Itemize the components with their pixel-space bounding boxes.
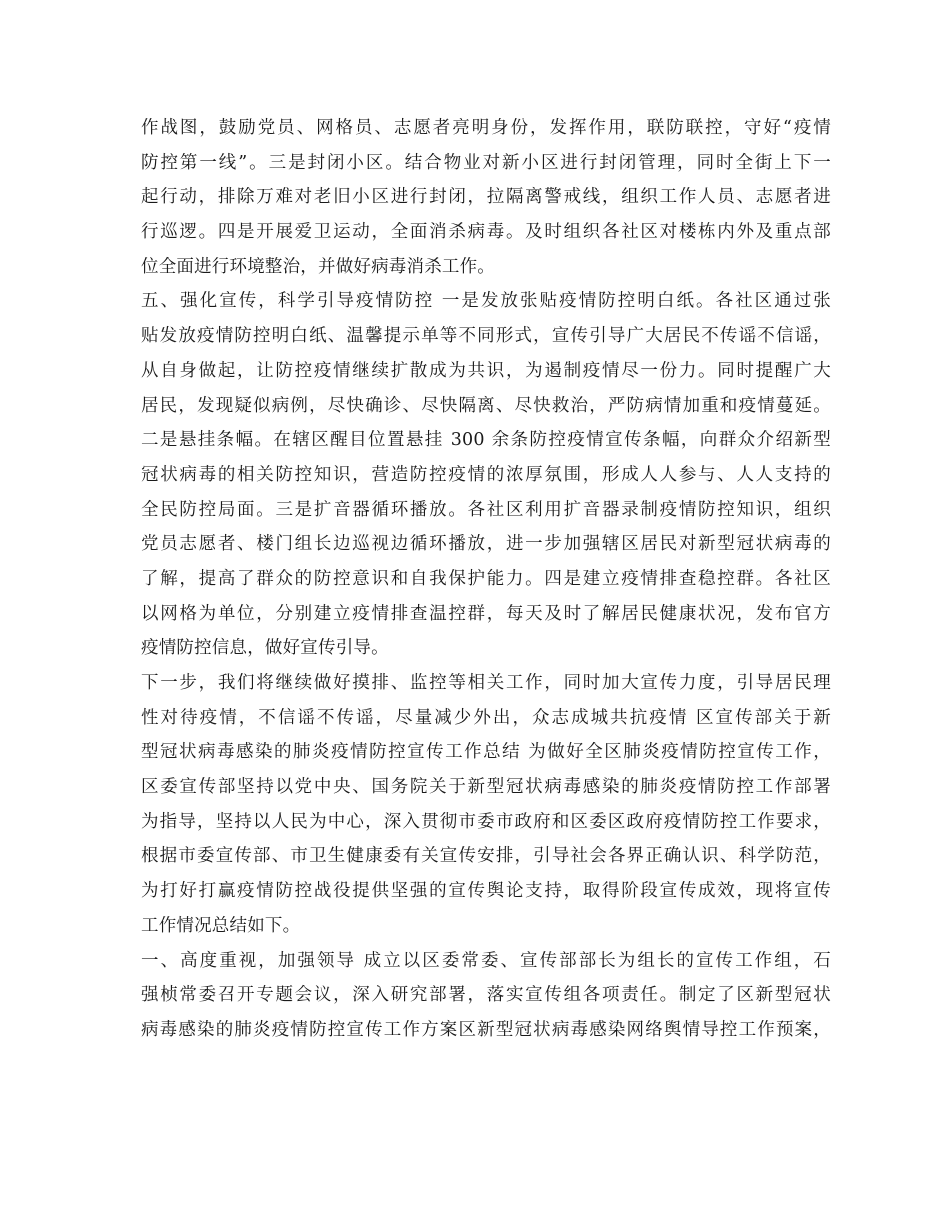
text-line: 以网格为单位，分别建立疫情排查温控群，每天及时了解居民健康状况，发布官方 [141, 603, 831, 624]
text-line: 起行动，排除万难对老旧小区进行封闭，拉隔离警戒线，组织工作人员、志愿者进 [141, 187, 831, 208]
text-line: 全民防控局面。三是扩音器循环播放。各社区利用扩音器录制疫情防控知识，组织 [141, 499, 831, 520]
text-line: 五、强化宣传，科学引导疫情防控 一是发放张贴疫情防控明白纸。各社区通过张 [141, 291, 831, 312]
text-line: 贴发放疫情防控明白纸、温馨提示单等不同形式，宣传引导广大居民不传谣不信谣， [141, 326, 831, 347]
text-line: 居民，发现疑似病例，尽快确诊、尽快隔离、尽快救治，严防病情加重和疫情蔓延。 [141, 395, 831, 416]
text-line: 为打好打赢疫情防控战役提供坚强的宣传舆论支持，取得阶段宣传成效，现将宣传 [141, 881, 831, 902]
text-line: 为指导，坚持以人民为中心，深入贯彻市委市政府和区委区政府疫情防控工作要求， [141, 811, 831, 832]
text-line: 型冠状病毒感染的肺炎疫情防控宣传工作总结 为做好全区肺炎疫情防控宣传工作， [141, 742, 831, 763]
text-line: 了解，提高了群众的防控意识和自我保护能力。四是建立疫情排查稳控群。各社区 [141, 568, 831, 589]
text-line: 病毒感染的肺炎疫情防控宣传工作方案区新型冠状病毒感染网络舆情导控工作预案， [141, 1019, 831, 1040]
text-line: 一、高度重视，加强领导 成立以区委常委、宣传部部长为组长的宣传工作组，石 [141, 950, 831, 971]
text-line: 防控第一线”。三是封闭小区。结合物业对新小区进行封闭管理，同时全街上下一 [141, 152, 831, 173]
text-line: 从自身做起，让防控疫情继续扩散成为共识，为遏制疫情尽一份力。同时提醒广大 [141, 360, 831, 381]
document-body [141, 111, 831, 1048]
text-line: 工作情况总结如下。 [141, 915, 301, 936]
text-line: 行巡逻。四是开展爱卫运动，全面消杀病毒。及时组织各社区对楼栋内外及重点部 [141, 222, 831, 243]
text-line: 性对待疫情，不信谣不传谣，尽量减少外出，众志成城共抗疫情 区宣传部关于新 [141, 707, 831, 728]
text-line: 二是悬挂条幅。在辖区醒目位置悬挂 300 余条防控疫情宣传条幅，向群众介绍新型 [141, 430, 831, 451]
text-line: 区委宣传部坚持以党中央、国务院关于新型冠状病毒感染的肺炎疫情防控工作部署 [141, 777, 831, 798]
text-line: 位全面进行环境整治，并做好病毒消杀工作。 [141, 256, 495, 277]
text-line: 下一步，我们将继续做好摸排、监控等相关工作，同时加大宣传力度，引导居民理 [141, 673, 831, 693]
text-line: 强桢常委召开专题会议，深入研究部署，落实宣传组各项责任。制定了区新型冠状 [141, 985, 831, 1006]
text-line: 党员志愿者、楼门组长边巡视边循环播放，进一步加强辖区居民对新型冠状病毒的 [141, 534, 831, 555]
text-line: 冠状病毒的相关防控知识，营造防控疫情的浓厚氛围，形成人人参与、人人支持的 [141, 464, 831, 485]
text-line: 疫情防控信息，做好宣传引导。 [141, 638, 389, 659]
text-line: 根据市委宣传部、市卫生健康委有关宣传安排，引导社会各界正确认识、科学防范， [141, 846, 831, 867]
text-line: 作战图，鼓励党员、网格员、志愿者亮明身份，发挥作用，联防联控，守好“疫情 [141, 118, 831, 138]
